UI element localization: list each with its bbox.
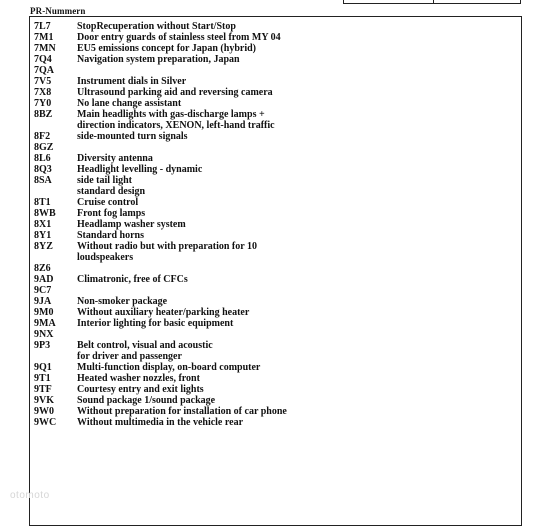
pr-numbers-heading: PR-Nummern bbox=[30, 6, 86, 16]
list-item bbox=[34, 384, 287, 395]
pr-code bbox=[34, 186, 77, 197]
list-item bbox=[34, 373, 287, 384]
pr-description: Ultrasound parking aid and reversing camera bbox=[77, 87, 273, 98]
pr-code: 8BZ bbox=[34, 109, 53, 120]
pr-code: 9TF bbox=[34, 384, 52, 395]
pr-code: 7Q4 bbox=[34, 54, 52, 65]
list-item bbox=[34, 54, 287, 65]
pr-description: Front fog lamps bbox=[77, 208, 146, 219]
pr-code: 9MA bbox=[34, 318, 56, 329]
pr-code: 9M0 bbox=[34, 307, 54, 318]
pr-code: 7Y0 bbox=[34, 98, 52, 109]
pr-description: Instrument dials in Silver bbox=[77, 76, 187, 87]
pr-code: 7M1 bbox=[34, 32, 54, 43]
pr-description: Belt control, visual and acoustic bbox=[77, 340, 213, 351]
pr-code bbox=[34, 351, 77, 362]
list-item bbox=[34, 230, 287, 241]
list-item bbox=[34, 296, 287, 307]
list-item bbox=[34, 175, 287, 186]
list-item bbox=[34, 395, 287, 406]
pr-code: 8F2 bbox=[34, 131, 51, 142]
pr-code: 8X1 bbox=[34, 219, 52, 230]
pr-code: 8Y1 bbox=[34, 230, 52, 241]
pr-code: 8T1 bbox=[34, 197, 51, 208]
pr-description: EU5 emissions concept for Japan (hybrid) bbox=[77, 43, 256, 54]
pr-description: Without preparation for installation of car phone bbox=[77, 406, 287, 417]
list-item bbox=[34, 318, 287, 329]
pr-code: 7MN bbox=[34, 43, 56, 54]
pr-code: 9P3 bbox=[34, 340, 51, 351]
pr-code: 9C7 bbox=[34, 285, 52, 296]
list-item bbox=[34, 76, 287, 87]
pr-description: side tail light bbox=[77, 175, 133, 186]
top-header-box bbox=[343, 0, 521, 4]
pr-code bbox=[34, 252, 77, 263]
pr-description: Standard horns bbox=[77, 230, 144, 241]
pr-description bbox=[77, 263, 287, 274]
pr-description: Climatronic, free of CFCs bbox=[77, 274, 188, 285]
pr-description: Multi-function display, on-board computer bbox=[77, 362, 261, 373]
pr-description: Interior lighting for basic equipment bbox=[77, 318, 234, 329]
pr-description bbox=[77, 329, 287, 340]
pr-code: 8GZ bbox=[34, 142, 54, 153]
list-item bbox=[34, 109, 287, 120]
pr-description: Main headlights with gas-discharge lamps + bbox=[77, 109, 265, 120]
pr-description: loudspeakers bbox=[77, 252, 134, 263]
list-item bbox=[34, 153, 287, 164]
list-item bbox=[34, 197, 287, 208]
pr-description: Navigation system preparation, Japan bbox=[77, 54, 240, 65]
list-item bbox=[34, 307, 287, 318]
pr-description: Without auxiliary heater/parking heater bbox=[77, 307, 250, 318]
pr-code: 8Z6 bbox=[34, 263, 51, 274]
pr-code: 9WC bbox=[34, 417, 57, 428]
list-item bbox=[34, 417, 287, 428]
pr-code: 9W0 bbox=[34, 406, 54, 417]
list-item bbox=[34, 21, 287, 32]
list-item bbox=[34, 65, 287, 76]
pr-description bbox=[77, 65, 287, 76]
pr-code: 9Q1 bbox=[34, 362, 52, 373]
pr-code: 9JA bbox=[34, 296, 52, 307]
list-item bbox=[34, 219, 287, 230]
pr-description: Without radio but with preparation for 10 bbox=[77, 241, 258, 252]
list-item bbox=[34, 351, 287, 362]
list-item bbox=[34, 43, 287, 54]
list-item bbox=[34, 120, 287, 131]
pr-code: 8WB bbox=[34, 208, 56, 219]
pr-numbers-list bbox=[34, 21, 287, 428]
pr-description: Diversity antenna bbox=[77, 153, 153, 164]
list-item bbox=[34, 208, 287, 219]
list-item bbox=[34, 252, 287, 263]
pr-code: 7V5 bbox=[34, 76, 52, 87]
pr-code: 7L7 bbox=[34, 21, 51, 32]
list-item bbox=[34, 263, 287, 274]
pr-code: 9T1 bbox=[34, 373, 51, 384]
top-header-divider bbox=[433, 0, 434, 3]
list-item bbox=[34, 329, 287, 340]
pr-code: 9NX bbox=[34, 329, 54, 340]
pr-description bbox=[77, 285, 287, 296]
pr-description: Door entry guards of stainless steel from MY 04 bbox=[77, 32, 281, 43]
pr-description: Without multimedia in the vehicle rear bbox=[77, 417, 244, 428]
pr-code: 8YZ bbox=[34, 241, 53, 252]
pr-code: 9VK bbox=[34, 395, 54, 406]
pr-description: Heated washer nozzles, front bbox=[77, 373, 200, 384]
pr-description bbox=[77, 142, 287, 153]
list-item bbox=[34, 98, 287, 109]
pr-code: 8Q3 bbox=[34, 164, 52, 175]
pr-description: direction indicators, XENON, left-hand traffic bbox=[77, 120, 275, 131]
list-item bbox=[34, 406, 287, 417]
list-item bbox=[34, 340, 287, 351]
pr-code: 8L6 bbox=[34, 153, 51, 164]
pr-code: 7QA bbox=[34, 65, 54, 76]
list-item bbox=[34, 186, 287, 197]
pr-description: Headlight levelling - dynamic bbox=[77, 164, 203, 175]
pr-description: StopRecuperation without Start/Stop bbox=[77, 21, 236, 32]
list-item bbox=[34, 241, 287, 252]
list-item bbox=[34, 274, 287, 285]
pr-code: 7X8 bbox=[34, 87, 52, 98]
pr-description: No lane change assistant bbox=[77, 98, 182, 109]
pr-description: Non-smoker package bbox=[77, 296, 168, 307]
list-item bbox=[34, 285, 287, 296]
list-item bbox=[34, 164, 287, 175]
list-item bbox=[34, 142, 287, 153]
pr-description: for driver and passenger bbox=[77, 351, 182, 362]
list-item bbox=[34, 131, 287, 142]
pr-description: Cruise control bbox=[77, 197, 139, 208]
list-item bbox=[34, 87, 287, 98]
list-item bbox=[34, 32, 287, 43]
pr-description: Courtesy entry and exit lights bbox=[77, 384, 204, 395]
pr-description: standard design bbox=[77, 186, 146, 197]
pr-code bbox=[34, 120, 77, 131]
watermark: otomoto bbox=[10, 490, 50, 501]
pr-description: Headlamp washer system bbox=[77, 219, 186, 230]
list-item bbox=[34, 362, 287, 373]
pr-code: 8SA bbox=[34, 175, 52, 186]
pr-description: Sound package 1/sound package bbox=[77, 395, 216, 406]
pr-description: side-mounted turn signals bbox=[77, 131, 188, 142]
pr-code: 9AD bbox=[34, 274, 54, 285]
